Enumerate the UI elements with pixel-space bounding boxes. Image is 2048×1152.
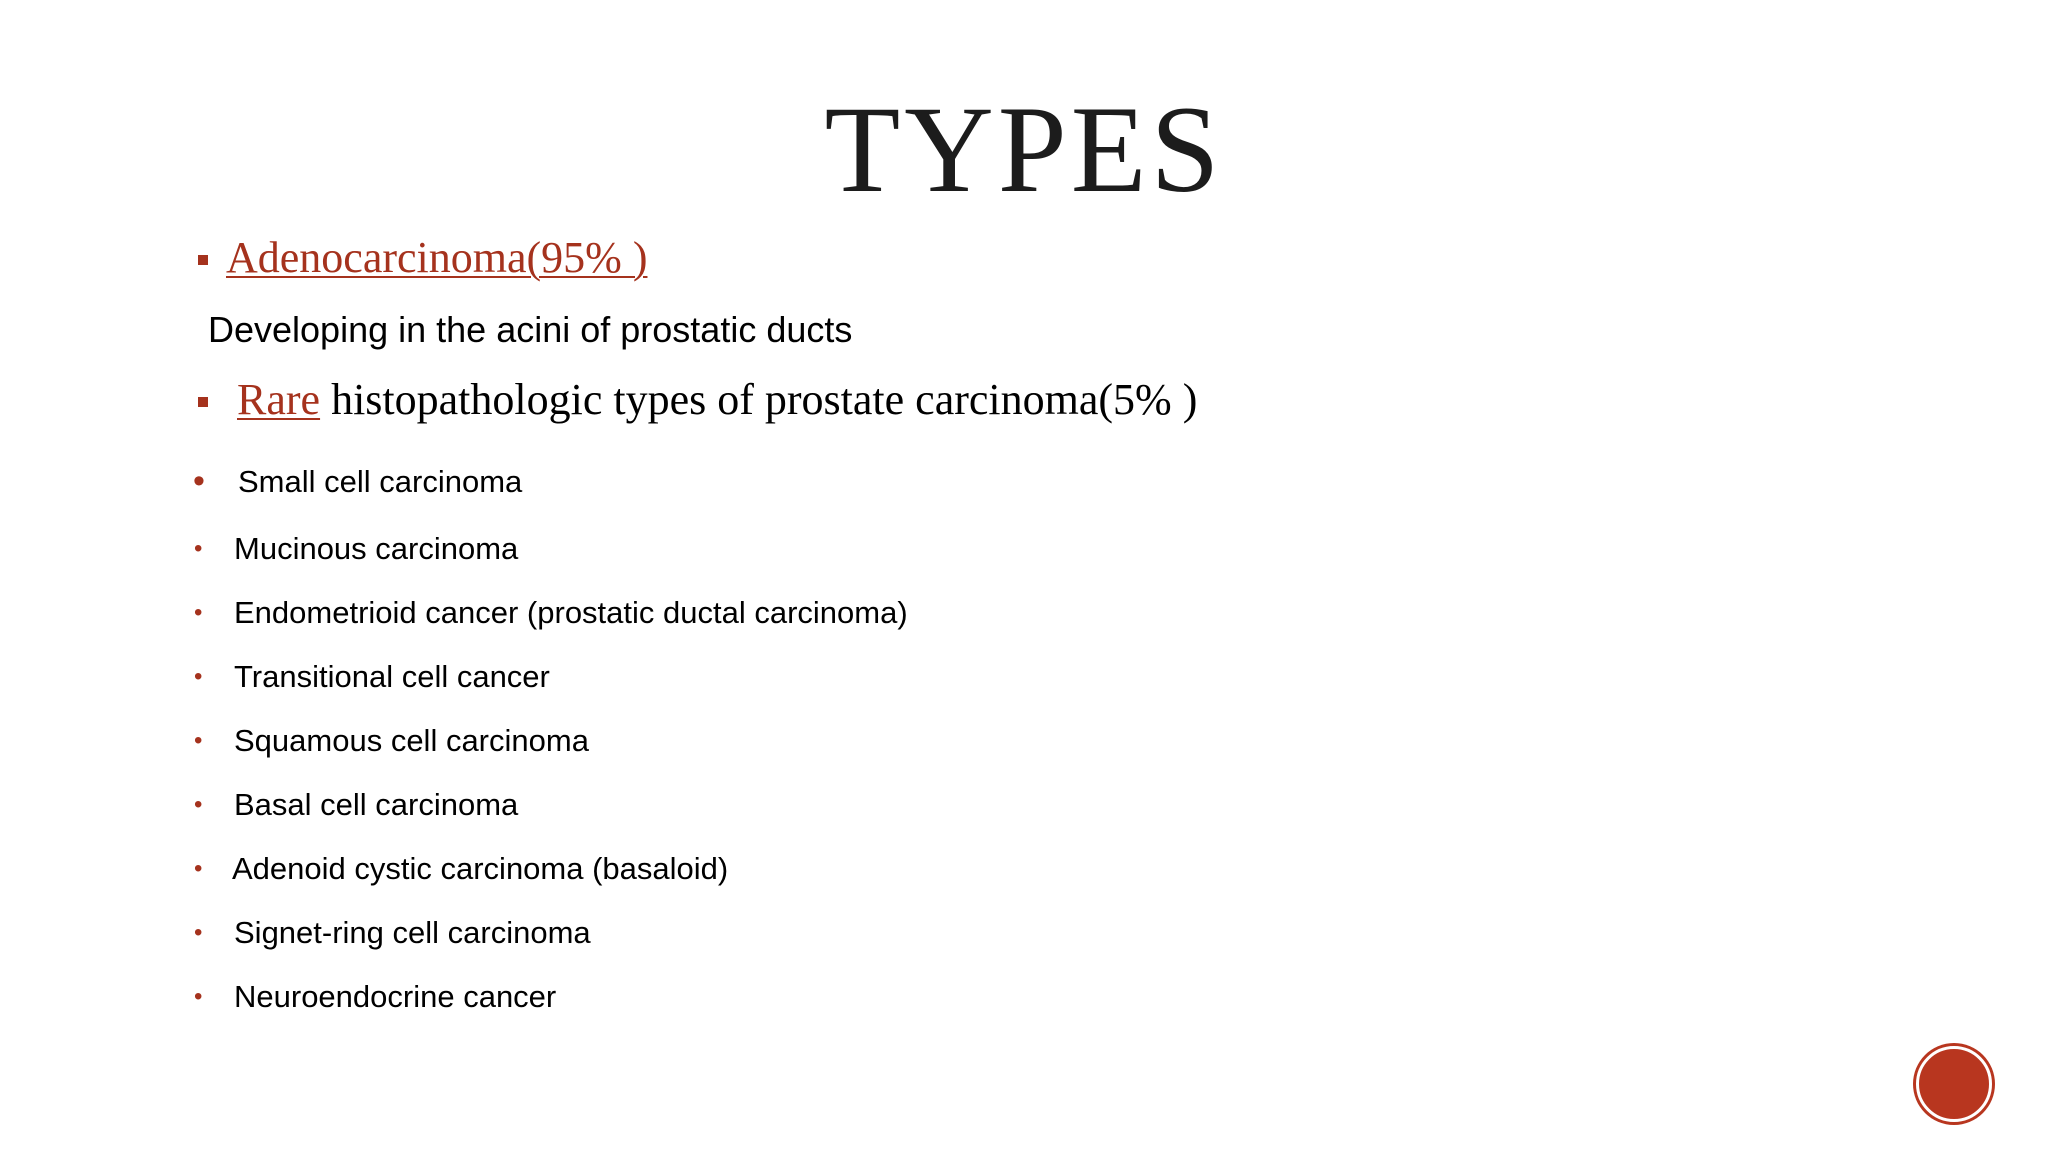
type-item: Mucinous carcinoma: [234, 531, 519, 566]
type-item: Endometrioid cancer (prostatic ductal carcinoma): [234, 595, 908, 630]
type-item: Squamous cell carcinoma: [234, 723, 589, 758]
rare-heading-rest: histopathologic types of prostate carcinoma(5% ): [320, 375, 1198, 424]
type-item: Transitional cell cancer: [234, 659, 550, 694]
rare-link[interactable]: Rare: [237, 375, 321, 424]
rare-heading: [237, 375, 1198, 424]
slide-title: [0, 81, 2048, 218]
adeno-heading[interactable]: [226, 233, 648, 282]
bullet-dot-icon: •: [194, 791, 203, 818]
type-item: Signet-ring cell carcinoma: [234, 915, 591, 950]
type-item: Basal cell carcinoma: [234, 787, 519, 822]
type-item: Adenoid cystic carcinoma (basaloid): [232, 851, 729, 886]
bullet-dot-icon: •: [194, 855, 203, 882]
type-item: Small cell carcinoma: [238, 464, 523, 499]
bullet-dot-icon: •: [194, 983, 203, 1010]
bullet-dot-icon: •: [194, 535, 203, 562]
type-item: Neuroendocrine cancer: [234, 979, 557, 1014]
bullet-dot-icon: •: [193, 462, 205, 500]
adeno-link[interactable]: Adenocarcinoma(95% ): [226, 233, 648, 282]
square-bullet-icon: [198, 255, 208, 265]
square-bullet-icon: [198, 397, 208, 407]
bullet-dot-icon: •: [194, 919, 203, 946]
bullet-dot-icon: •: [194, 663, 203, 690]
circle-button-icon[interactable]: [1916, 1046, 1992, 1122]
adeno-description: Developing in the acini of prostatic ducts: [208, 309, 853, 350]
bullet-dot-icon: •: [194, 599, 203, 626]
slide-title-text: TYPES: [824, 81, 1224, 218]
bullet-dot-icon: •: [194, 727, 203, 754]
